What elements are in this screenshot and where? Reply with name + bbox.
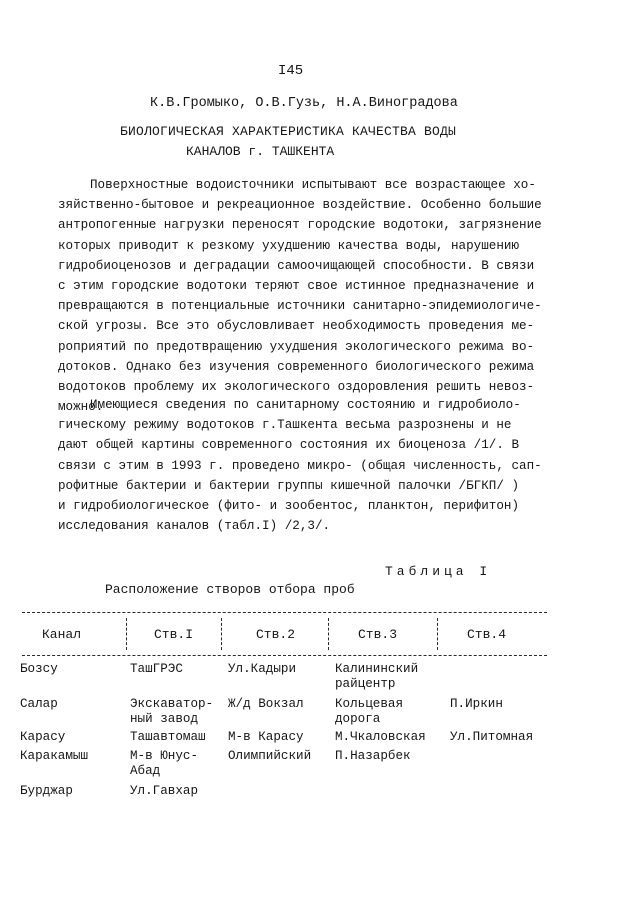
table-cell-station: Ташавтомаш <box>130 730 206 744</box>
table-cell-station: М.Чкаловская <box>335 730 426 744</box>
paragraph-line: которых приводит к резкому ухудшению качества воды, нарушению <box>58 238 520 253</box>
table-header-rule <box>22 655 547 656</box>
paragraph-line: водотоков проблему их экологического оздоровления решить невоз- <box>58 380 535 394</box>
paragraph-line: превращаются в потенциальные источники санитарно-эпидемиологиче- <box>58 299 542 314</box>
paragraph-line: рофитные бактерии и бактерии группы кишечной палочки /БГКП/ ) <box>58 478 520 493</box>
table-label: Таблица I <box>385 564 492 579</box>
table-cell-station: ТашГРЭС <box>130 662 183 676</box>
table-cell-station: Ул.Гавхар <box>130 784 199 798</box>
paragraph-line: и гидробиологическое (фито- и зообентос, планктон, перифитон) <box>58 499 520 513</box>
table-caption: Расположение створов отбора проб <box>105 582 355 597</box>
table-cell-station: Кольцевая дорога <box>335 697 404 726</box>
paragraph-line: гическому режиму водотоков г.Ташкента весьма разрознены и не <box>58 418 512 433</box>
table-column-divider <box>437 618 438 650</box>
page-number: I45 <box>278 63 304 79</box>
table-header-canal: Канал <box>42 627 82 642</box>
table-cell-canal: Бозсу <box>20 662 58 676</box>
table-cell-station: Олимпийский <box>228 749 312 763</box>
paragraph-line: с этим городские водотоки теряют свое истинное предназначение и <box>58 279 535 293</box>
paragraph-line: гидробиоценозов и деградации самоочищающей способности. В связи <box>58 258 535 273</box>
paragraph-line: дают общей картины современного состояния их биоценоза /1/. В <box>58 438 520 453</box>
paragraph-line: Имеющиеся сведения по санитарному состоянию и гидробиоло- <box>90 398 521 412</box>
paragraph-line: антропогенные нагрузки переносят городские водотоки, загрязнение <box>58 218 542 233</box>
table-column-divider <box>221 618 222 650</box>
article-title-line-1: БИОЛОГИЧЕСКАЯ ХАРАКТЕРИСТИКА КАЧЕСТВА ВОДЫ <box>120 124 457 139</box>
table-cell-station: П.Иркин <box>450 697 503 711</box>
paragraph-line: дотоков. Однако без изучения современного биологического режима <box>58 359 535 374</box>
authors-line: К.В.Громыко, О.В.Гузь, Н.А.Виноградова <box>150 96 458 111</box>
paragraph-line: зяйственно-бытовое и рекреационное воздействие. Особенно большие <box>58 198 542 213</box>
paragraph-line: Поверхностные водоисточники испытывают все возрастающее хо- <box>90 178 536 192</box>
paragraph-line: роприятий по предотвращению ухудшения экологического режима во- <box>58 339 535 354</box>
table-column-divider <box>328 618 329 650</box>
table-cell-station: Ул.Питомная <box>450 730 534 744</box>
table-header-st3: Ств.3 <box>358 627 398 642</box>
article-title-line-2: КАНАЛОВ г. ТАШКЕНТА <box>186 144 335 159</box>
table-cell-station: Ул.Кадыри <box>228 662 297 676</box>
table-cell-station: П.Назарбек <box>335 749 411 763</box>
table-cell-station: М-в Юнус- Абад <box>130 749 199 778</box>
table-header-st2: Ств.2 <box>256 627 296 642</box>
table-cell-station: М-в Карасу <box>228 730 304 744</box>
table-cell-station: Ж/д Вокзал <box>228 697 304 711</box>
table-top-rule <box>22 612 547 613</box>
table-cell-station: Экскаватор- ный завод <box>130 697 214 726</box>
table-cell-canal: Карасу <box>20 730 66 744</box>
table-cell-canal: Салар <box>20 697 58 711</box>
table-cell-canal: Каракамыш <box>20 749 89 763</box>
paragraph-line: связи с этим в 1993 г. проведено микро- (общая численность, сап- <box>58 458 542 473</box>
paragraph-line: ской угрозы. Все это обусловливает необходимость проведения ме- <box>58 319 535 334</box>
table-cell-station: Калининский райцентр <box>335 662 419 691</box>
table-column-divider <box>126 618 127 650</box>
paragraph-line: исследования каналов (табл.I) /2,3/. <box>58 519 331 534</box>
table-header-st1: Ств.I <box>154 627 194 642</box>
paragraph-line: можно. <box>58 400 104 415</box>
table-cell-canal: Бурджар <box>20 784 73 798</box>
table-header-st4: Ств.4 <box>467 627 507 642</box>
